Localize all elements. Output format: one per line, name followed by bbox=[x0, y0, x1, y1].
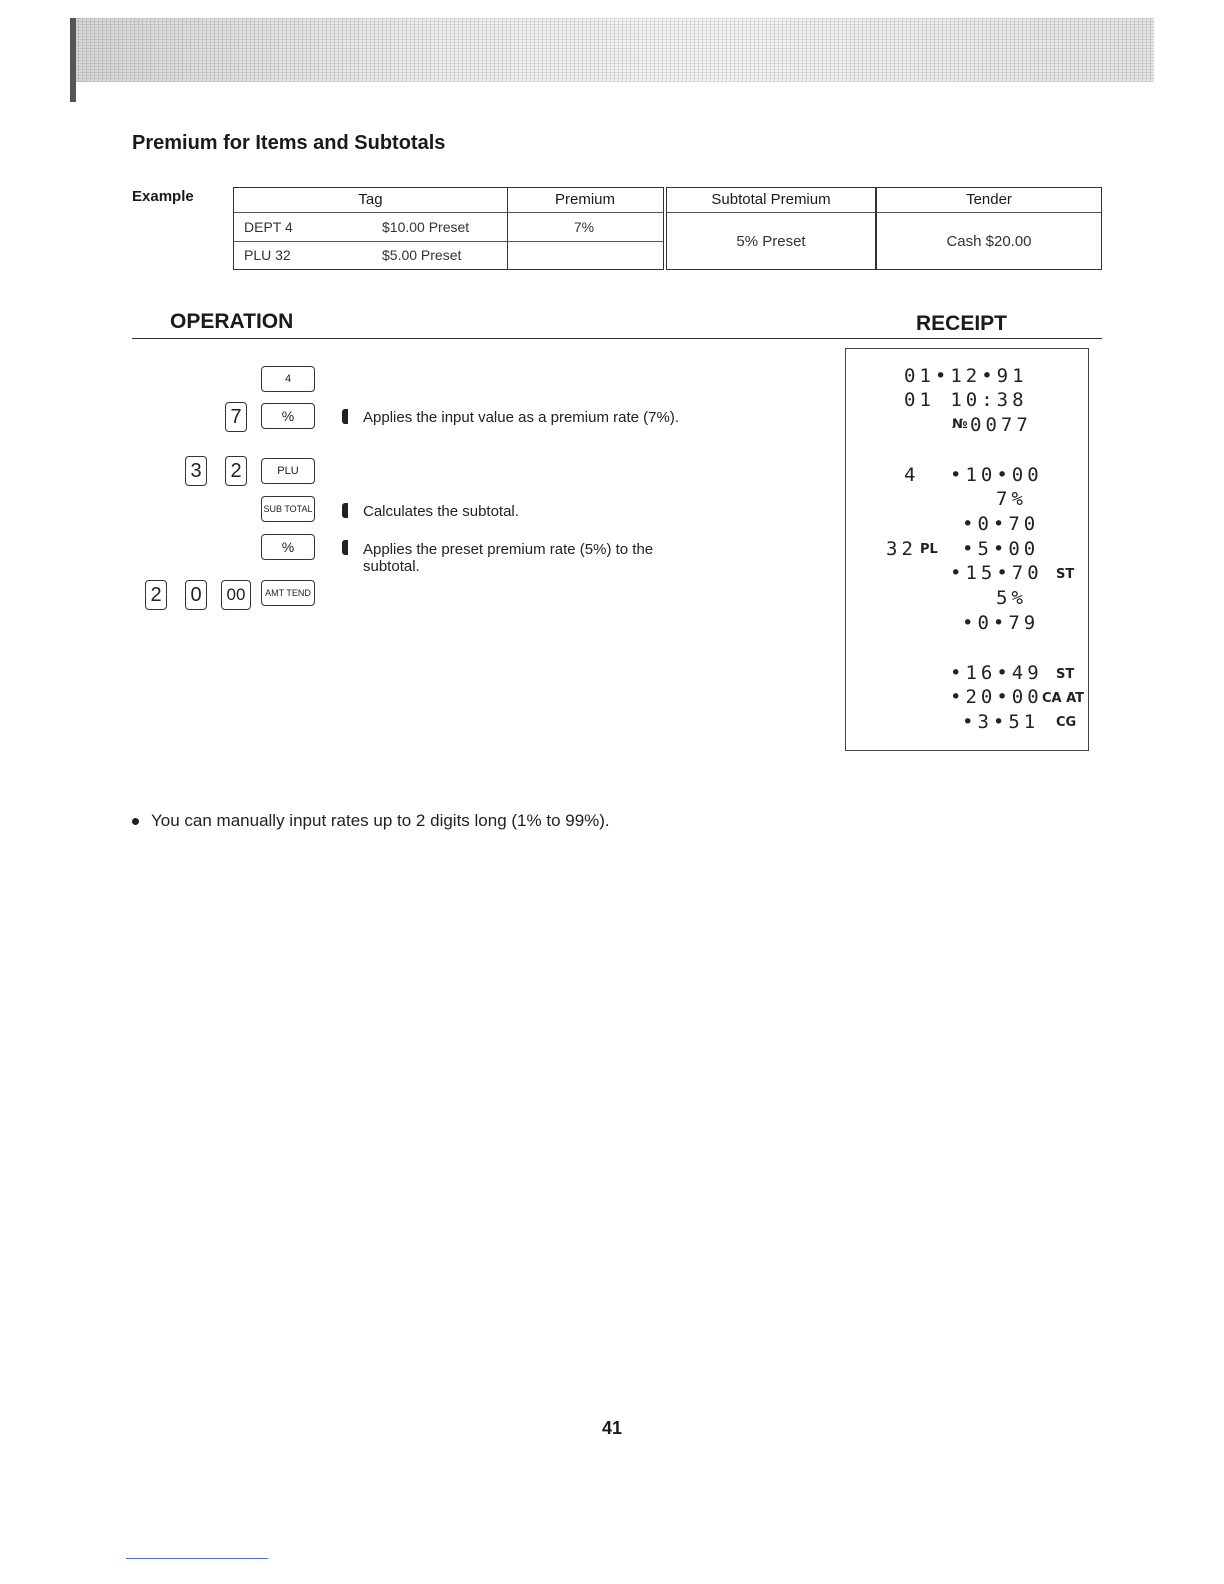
receipt-number: 0077 bbox=[970, 414, 1032, 436]
change-mark-icon: CG bbox=[1056, 715, 1077, 730]
subtotal-premium-value: 5% Preset bbox=[736, 232, 806, 250]
key-amt-tend: AMT TEND bbox=[261, 580, 315, 606]
receipt-dept-amount: •10•00 bbox=[950, 464, 1043, 486]
receipt-tender: •20•00 bbox=[950, 686, 1043, 708]
key-percent: % bbox=[261, 403, 315, 429]
number-sign-icon: № bbox=[952, 417, 968, 432]
key-plu: PLU bbox=[261, 458, 315, 484]
subtotal-premium-header: Subtotal Premium bbox=[667, 188, 875, 213]
receipt-heading: RECEIPT bbox=[916, 312, 1008, 335]
operation-heading: OPERATION bbox=[170, 310, 294, 333]
receipt-date: 01•12•91 bbox=[904, 365, 1028, 387]
key-subtotal: SUB TOTAL bbox=[261, 496, 315, 522]
tag-header: Tag bbox=[234, 188, 507, 213]
receipt-dept: 4 bbox=[904, 464, 920, 486]
tender-value: Cash $20.00 bbox=[946, 232, 1032, 250]
tender-header: Tender bbox=[877, 188, 1101, 213]
note-marker-icon bbox=[342, 540, 348, 555]
receipt-premium-1: •0•70 bbox=[962, 513, 1040, 535]
receipt-rate-7: 7% bbox=[996, 488, 1027, 510]
receipt-plu-amount: •5•00 bbox=[962, 538, 1040, 560]
footnote bbox=[132, 811, 610, 831]
key-00: 00 bbox=[221, 580, 251, 610]
item-price: $10.00 Preset bbox=[382, 219, 470, 235]
note-marker-icon bbox=[342, 409, 348, 424]
section-title: Premium for Items and Subtotals bbox=[132, 132, 446, 154]
note-subtotal: Calculates the subtotal. bbox=[363, 503, 519, 520]
table-row bbox=[234, 241, 663, 269]
cash-tender-mark-icon: CA AT bbox=[1042, 691, 1085, 706]
receipt-change: •3•51 bbox=[962, 711, 1040, 733]
item-price: $5.00 Preset bbox=[382, 247, 462, 263]
subtotal-mark-icon: ST bbox=[1056, 567, 1075, 582]
key-2: 2 bbox=[145, 580, 167, 610]
receipt-time: 01 10:38 bbox=[904, 389, 1028, 411]
table-row bbox=[234, 214, 663, 241]
scan-artifact-line bbox=[126, 1558, 268, 1559]
receipt-premium-2: •0•79 bbox=[962, 612, 1040, 634]
key-2: 2 bbox=[225, 456, 247, 486]
receipt bbox=[845, 348, 1089, 751]
note-premium-rate: Applies the input value as a premium rate (7%). bbox=[363, 409, 679, 426]
item-name: PLU 32 bbox=[244, 247, 291, 263]
premium-header: Premium bbox=[507, 188, 663, 213]
note-preset-premium: Applies the preset premium rate (5%) to the subtotal. bbox=[363, 541, 654, 575]
key-percent: % bbox=[261, 534, 315, 560]
divider-line bbox=[132, 338, 1102, 339]
receipt-plu: 32 bbox=[886, 538, 917, 560]
footnote-text: You can manually input rates up to 2 digits long (1% to 99%). bbox=[151, 811, 610, 830]
receipt-total: •16•49 bbox=[950, 662, 1043, 684]
note-marker-icon bbox=[342, 503, 348, 518]
key-7: 7 bbox=[225, 402, 247, 432]
key-0: 0 bbox=[185, 580, 207, 610]
example-label: Example bbox=[132, 188, 194, 205]
tag-premium-table bbox=[233, 187, 664, 270]
subtotal-premium-table bbox=[666, 187, 876, 270]
receipt-subtotal: •15•70 bbox=[950, 562, 1043, 584]
item-name: DEPT 4 bbox=[244, 219, 293, 235]
item-premium: 7% bbox=[573, 219, 595, 235]
bullet-icon bbox=[132, 818, 139, 825]
receipt-rate-5: 5% bbox=[996, 587, 1027, 609]
total-mark-icon: ST bbox=[1056, 667, 1075, 682]
key-3: 3 bbox=[185, 456, 207, 486]
plu-mark-icon: PL bbox=[920, 542, 938, 557]
header-band bbox=[70, 18, 1154, 82]
page-number: 41 bbox=[602, 1418, 623, 1438]
tender-table bbox=[876, 187, 1102, 270]
key-4: 4 bbox=[261, 366, 315, 392]
